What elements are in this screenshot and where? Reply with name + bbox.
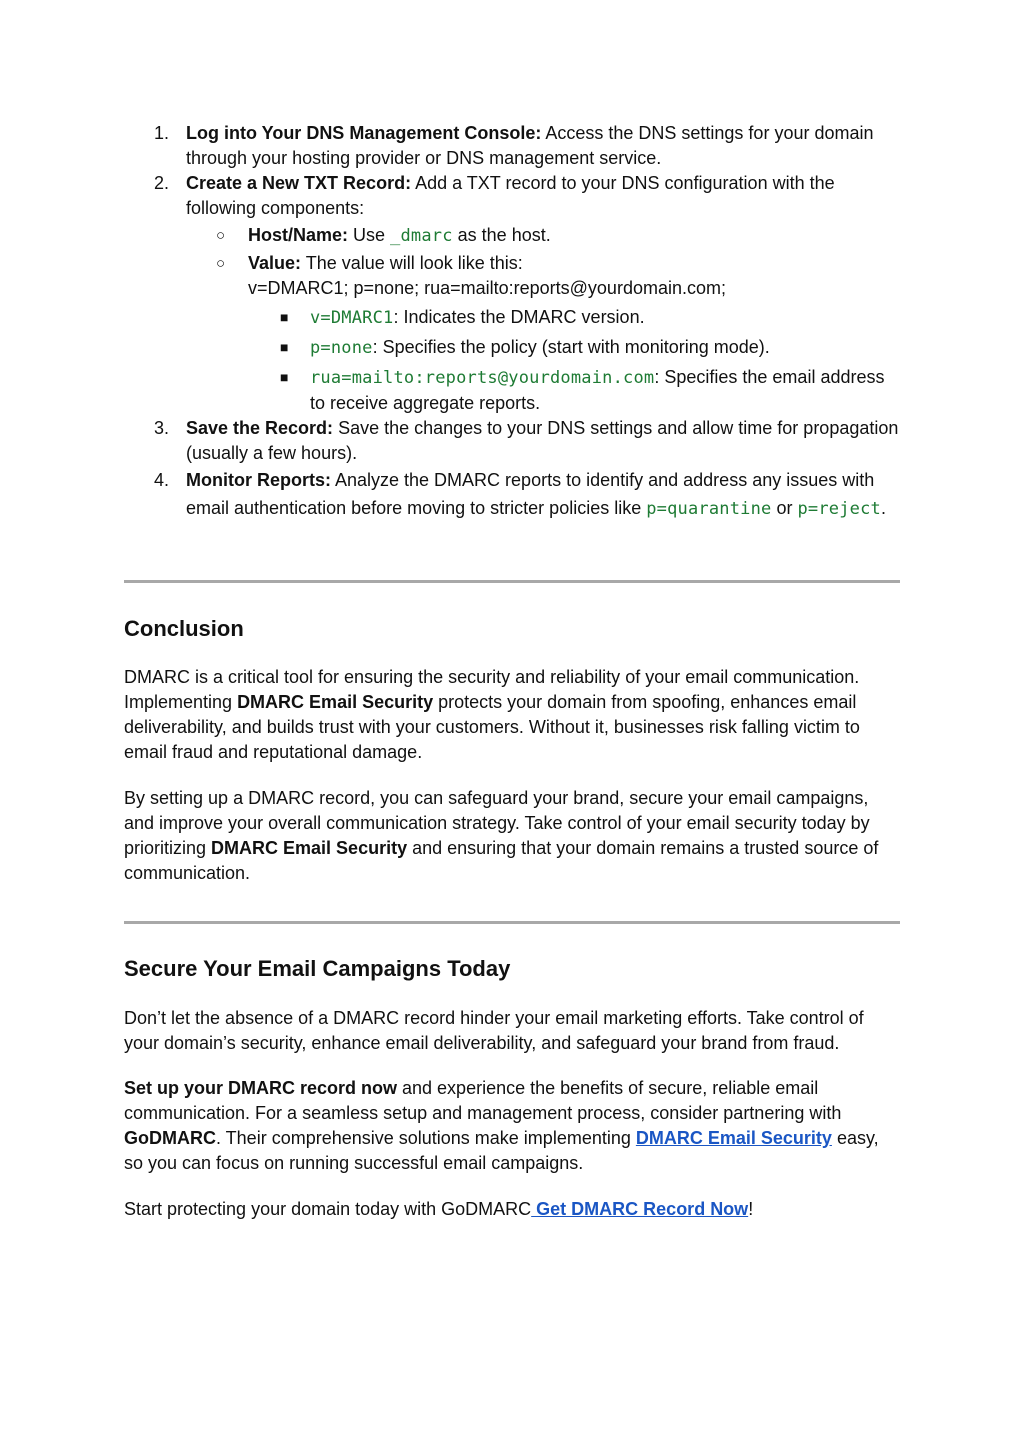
code-snippet: p=reject	[797, 499, 881, 519]
step-title: Create a New TXT Record:	[186, 173, 412, 193]
code-snippet: _dmarc	[390, 226, 453, 246]
square-bullet-icon: ■	[280, 339, 289, 355]
dmarc-example-value: v=DMARC1; p=none; rua=mailto:reports@yourdomain.com;	[248, 278, 726, 298]
step-number: 4.	[154, 470, 170, 490]
value-part	[248, 305, 900, 331]
step-2	[124, 171, 900, 416]
step-number: 3.	[154, 418, 170, 438]
value-part	[248, 365, 900, 416]
step-1	[124, 121, 900, 171]
document-page	[124, 121, 900, 1219]
step-title: Monitor Reports:	[186, 470, 331, 490]
square-bullet-icon: ■	[280, 309, 289, 325]
item-text: as the host.	[452, 225, 551, 245]
item-text: : Indicates the DMARC version.	[393, 307, 645, 327]
emphasis-text: DMARC Email Security	[237, 692, 434, 712]
cta-paragraph-3	[124, 1197, 900, 1222]
dmarc-email-security-link[interactable]: DMARC Email Security	[635, 1128, 832, 1148]
circle-bullet-icon: ○	[216, 255, 226, 272]
square-bullet-icon: ■	[280, 369, 289, 385]
code-snippet: p=none	[310, 338, 373, 358]
txt-record-components	[186, 223, 900, 416]
emphasis-text: GoDMARC	[124, 1128, 216, 1148]
item-text: The value will look like this:	[301, 253, 523, 273]
paragraph-text: !	[748, 1199, 754, 1219]
step-text: Analyze the DMARC reports to identify and address any issues with email authentication before moving to stricter policies like	[186, 470, 875, 518]
paragraph-text: protects your domain from spoofing, enhances email deliverability, and builds trust with your customers. Without it, businesses risk falling victim to email fraud and reputational damage.	[124, 692, 860, 762]
paragraph-text: By setting up a DMARC record, you can safeguard your brand, secure your email campaigns, and improve your overall communication strategy. Take control of your email security today by prioritizing	[124, 788, 870, 858]
value-parts-list	[248, 305, 900, 416]
step-title: Log into Your DNS Management Console:	[186, 123, 542, 143]
item-text: : Specifies the policy (start with monitoring mode).	[372, 337, 770, 357]
paragraph-text: Start protecting your domain today with GoDMARC	[124, 1199, 532, 1219]
paragraph-text: easy, so you can focus on running successful email campaigns.	[124, 1128, 879, 1173]
section-divider	[124, 921, 900, 924]
step-text: or	[771, 498, 798, 518]
step-4	[124, 466, 900, 523]
item-text: Use	[348, 225, 391, 245]
circle-bullet-icon: ○	[216, 227, 226, 244]
item-label: Value:	[248, 253, 302, 273]
step-title: Save the Record:	[186, 418, 334, 438]
step-3	[124, 416, 900, 466]
get-dmarc-record-link[interactable]: Get DMARC Record Now	[531, 1199, 749, 1219]
paragraph-text: . Their comprehensive solutions make implementing	[216, 1128, 636, 1148]
step-number: 1.	[154, 123, 170, 143]
step-text: Access the DNS settings for your domain through your hosting provider or DNS management service.	[186, 123, 874, 168]
conclusion-paragraph-2	[124, 786, 900, 886]
code-snippet: v=DMARC1	[310, 308, 394, 328]
value-item	[186, 251, 900, 416]
paragraph-text: and experience the benefits of secure, reliable email communication. For a seamless setup and management process, consider partnering with	[124, 1078, 842, 1123]
paragraph-text: DMARC is a critical tool for ensuring the security and reliability of your email communication. Implementing	[124, 667, 860, 712]
value-part	[248, 335, 900, 361]
conclusion-heading: Conclusion	[124, 616, 244, 641]
emphasis-text: DMARC Email Security	[211, 838, 408, 858]
step-text: Save the changes to your DNS settings and allow time for propagation (usually a few hours).	[186, 418, 899, 463]
conclusion-paragraph-1	[124, 665, 900, 765]
code-snippet: rua=mailto:reports@yourdomain.com	[310, 368, 655, 388]
cta-paragraph-1: Don’t let the absence of a DMARC record hinder your email marketing efforts. Take control of your domain’s security, enhance email deliverability, and safeguard your brand from fraud.	[124, 1008, 864, 1053]
paragraph-text: and ensuring that your domain remains a trusted source of communication.	[124, 838, 879, 883]
cta-paragraph-2	[124, 1076, 900, 1176]
host-name-item	[186, 223, 900, 249]
code-snippet: p=quarantine	[646, 499, 772, 519]
setup-steps-list	[124, 121, 900, 523]
item-text: : Specifies the email address to receive aggregate reports.	[310, 367, 885, 413]
cta-heading: Secure Your Email Campaigns Today	[124, 956, 511, 981]
step-number: 2.	[154, 173, 170, 193]
item-label: Host/Name:	[248, 225, 349, 245]
emphasis-text: Set up your DMARC record now	[124, 1078, 398, 1098]
step-text: Add a TXT record to your DNS configuration with the following components:	[186, 173, 835, 218]
step-text: .	[880, 498, 886, 518]
section-divider	[124, 580, 900, 583]
